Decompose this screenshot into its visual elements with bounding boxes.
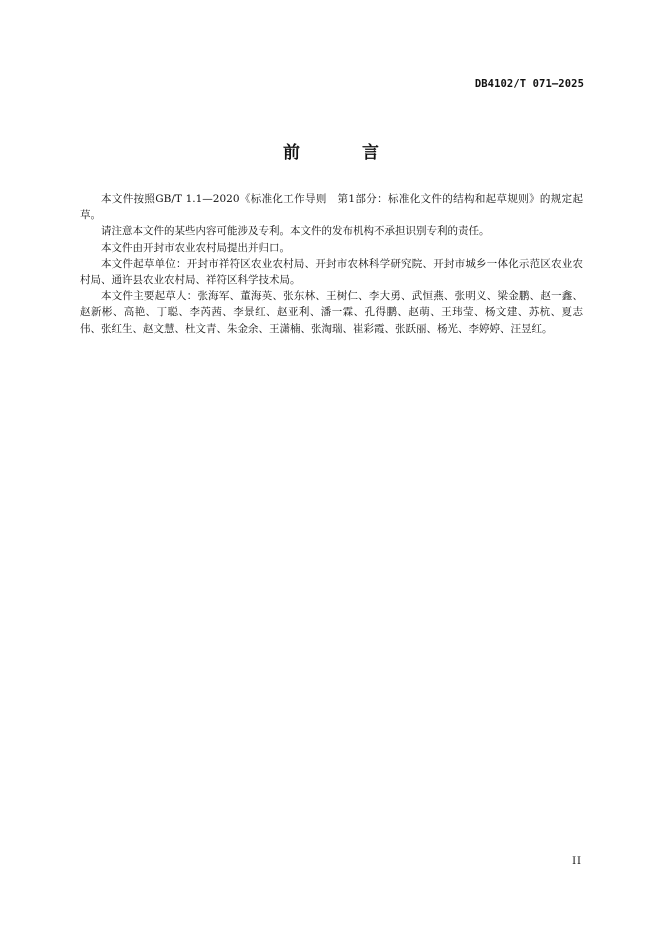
paragraph-drafting-units: 本文件起草单位：开封市祥符区农业农村局、开封市农林科学研究院、开封市城乡一体化示范区农业农村局、通许县农业农村局、祥符区科学技术局。 xyxy=(80,257,583,287)
document-code: DB4102/T 071—2025 xyxy=(474,78,584,90)
page-number: II xyxy=(572,856,582,867)
paragraph-patent-notice: 请注意本文件的某些内容可能涉及专利。本文件的发布机构不承担识别专利的责任。 xyxy=(101,225,490,238)
page-title: 前 言 xyxy=(283,143,407,163)
paragraph-main-drafters: 本文件主要起草人：张海军、董海英、张东林、王树仁、李大勇、武恒燕、张明义、梁金鹏、赵一鑫、赵新彬、高艳、丁聪、李芮茜、李景红、赵亚利、潘一霖、孔得鹏、赵萌、王玮莹、杨文建、苏杭、夏志伟、张红生、赵文慧、杜文青、朱金余、王潇楠、张淘瑞、崔彩霞、张跃丽、杨光、李婷婷、汪昱红。 xyxy=(80,290,583,335)
paragraph-proposer: 本文件由开封市农业农村局提出并归口。 xyxy=(101,241,290,254)
foreword-body xyxy=(80,191,583,337)
paragraph-drafting-rules: 本文件按照GB/T 1.1—2020《标准化工作导则 第1部分：标准化文件的结构和起草规则》的规定起草。 xyxy=(80,193,583,222)
